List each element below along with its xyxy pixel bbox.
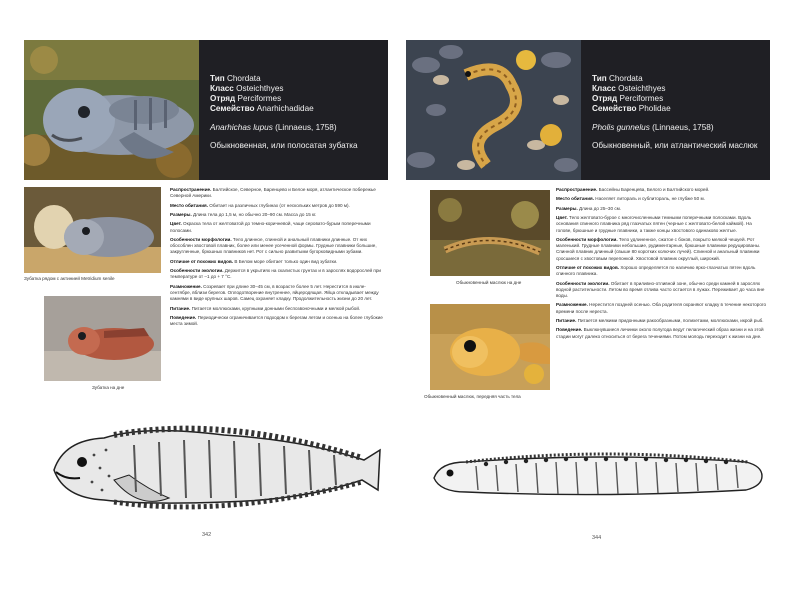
- description-section: Поведение. Выклюнувшиеся личинки около полугода ведут пелагический образ жизни и на этой стадии могут далеко относиться от берега течениями. Потом молодь переходит к жизни на дне.: [556, 327, 764, 339]
- description-section: Размеры. Длина тела до 1,5 м, но обычно 20–90 см. Масса до 15 кг.: [170, 211, 317, 217]
- description-section: Распространение. Бассейны Баренцева, Белого и Балтийского морей.: [556, 187, 710, 192]
- taxonomy-row: Тип Chordata: [592, 74, 643, 83]
- wolffish-hero-photo: [24, 40, 199, 180]
- taxonomy-row: Семейство Anarhichadidae: [210, 104, 314, 113]
- description-section: Питание. Питается мелкими придонными ракообразными, полихетами, моллюсками, икрой рыб.: [556, 317, 764, 323]
- description-section: Питание. Питается моллюсками, крупными донными беспозвоночными и мелкой рыбой.: [170, 305, 361, 311]
- page-number: 344: [592, 535, 602, 541]
- description-section: Особенности морфологии. Тело удлиненное, сжатое с боков, покрыто мелкой чешуей. Рот маленький. Грудные плавники небольшие, рудиментарные, брюшные плавники редуцированы. Спинной плавник длинный (свыше 80 коротких колючих лучей). Спинной и анальный плавники сросшиеся с хвостовым перепонкой. Хвостовой плавник округлый, широкий.: [556, 236, 761, 261]
- species-header: [581, 40, 770, 180]
- common-name: Обыкновенный, или атлантический маслюк: [592, 141, 758, 150]
- description-section: Особенности морфологии. Тело длинное, спинной и анальный плавники длинные. От них обособлен хвостовой плавник, более или менее усеченной формы. Грудные плавники большие, закругленные, брюшных плавников нет. Рот с сильно развитыми бугорковидными зубами.: [170, 236, 377, 255]
- common-name: Обыкновенная, или полосатая зубатка: [210, 141, 358, 150]
- taxonomy-block: [592, 74, 760, 114]
- description-section: Размеры. Длина до 25–30 см.: [556, 205, 622, 211]
- description-section: Цвет. Тело желтовато-бурое с многочисленными темными поперечными полосками. Вдоль основания спинного плавника ряд глазчатых пятен (черные с желтовато-белой каймой). На голове, брюшные и грудные плавники, а также концы хвостового одинаково желтые.: [556, 215, 752, 233]
- page-number: 342: [202, 532, 212, 538]
- description-section: Отличие от похожих видов. В Белом море обитает только один вид зубатки.: [170, 258, 338, 264]
- photo-caption: Обыкновенный маслюк на дне: [456, 280, 522, 285]
- taxonomy-row: Семейство Pholidae: [592, 104, 671, 113]
- wolffish-illustration: [44, 410, 384, 530]
- description-section: Место обитания. Обитает на различных глубинах (от нескольких метров до 590 м).: [170, 202, 350, 208]
- left-page: [24, 40, 388, 550]
- latin-name: Anarhichas lupus (Linnaeus, 1758): [210, 123, 337, 132]
- gunnel-hero-photo: [406, 40, 581, 180]
- description-section: Цвет. Окраска тела от желтоватой до темно-коричневой, чаще серовато-бурым поперечными полосами.: [170, 221, 371, 233]
- description-section: Размножение. Нерестится поздней осенью. Оба родителя охраняют кладку в течение некоторого времени после нереста.: [556, 302, 767, 314]
- taxonomy-row: Тип Chordata: [210, 74, 261, 83]
- taxonomy-row: Отряд Perciformes: [210, 94, 282, 103]
- description-section: Особенности экологии. Держится в укрытиях на скалистых грунтах и в зарослях водорослей при температуре от –1 до + 7 °С.: [170, 268, 381, 280]
- description-section: Особенности экологии. Обитает в приливно-отливной зоне, обычно среди камней в зарослях водной растительности. Летом во время отлива часто остается в лужах. Переживает до часа вне воды.: [556, 280, 765, 298]
- taxonomy-block: [210, 74, 378, 114]
- taxonomy-row: Класс Osteichthyes: [210, 84, 284, 93]
- gunnel-bottom-photo: [430, 190, 550, 276]
- description-section: Поведение. Периодически ограничивается подходом к берегам летом и осенью на более глубокие места зимой.: [170, 314, 383, 327]
- gunnel-illustration: [426, 440, 766, 510]
- species-description: [556, 187, 768, 343]
- description-section: Распространение. Балтийское, Северное, Баренцево и Белое моря, атлантическое побережье Северной Америки.: [170, 187, 376, 199]
- wolffish-anemone-photo: [24, 187, 161, 273]
- description-section: Место обитания. Населяет литораль и сублитораль, не глубже 50 м.: [556, 196, 705, 202]
- species-header: [199, 40, 388, 180]
- description-section: Размножение. Созревает при длине 30–45 см, в возрасте более 5 лет. Нерестится в июле-сентябре, вблизи берегов. Оплодотворение внутреннее, яйцеродящая. Яйца откладывает между камнями в виде крупных шаров. Самец охраняет кладку. Продолжительность жизни до 20 лет.: [170, 283, 379, 302]
- wolffish-bottom-photo: [44, 296, 161, 381]
- photo-caption: Зубатка на дне: [92, 385, 125, 390]
- species-description: [170, 187, 384, 331]
- gunnel-head-photo: [430, 304, 550, 390]
- photo-caption: Обыкновенный маслюк, передняя часть тела: [424, 394, 521, 399]
- photo-caption: Зубатка рядом с актинией Metridium senile: [24, 276, 115, 281]
- taxonomy-row: Класс Osteichthyes: [592, 84, 666, 93]
- right-page: [406, 40, 770, 550]
- taxonomy-row: Отряд Perciformes: [592, 94, 664, 103]
- latin-name: Pholis gunnelus (Linnaeus, 1758): [592, 123, 714, 132]
- description-section: Отличие от похожих видов. Хорошо определяется по наличию ярко-глазчатых пятен вдоль спинного плавника.: [556, 264, 756, 277]
